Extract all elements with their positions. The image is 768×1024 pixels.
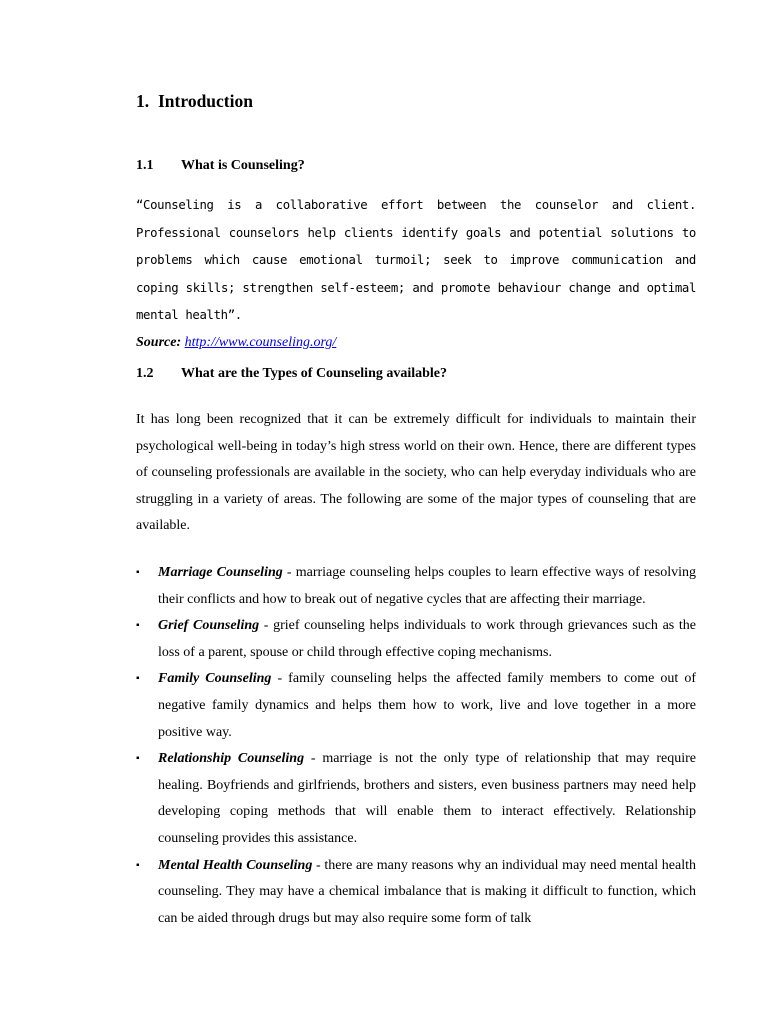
source-link[interactable]: http://www.counseling.org/ — [184, 334, 337, 350]
section-title: Introduction — [158, 91, 253, 111]
definition-quote: “Counseling is a collaborative effort between the counselor and client. Professional counselors help clients identify goals and potential solutions to problems which cause emotional turmoil; seek to improve communication and coping skills; strengthen self-esteem; and promote behaviour change and optimal mental health”. — [136, 198, 696, 323]
source-label: Source: — [136, 334, 182, 350]
subsection-number: 1.1 — [136, 158, 154, 173]
list-item-text: - there are many reasons why an individual may need mental health counseling. They may have a chemical imbalance that is making it difficult to function, which can be aided through drugs but may also require some form of talk — [158, 857, 696, 926]
list-item-family — [136, 666, 696, 746]
list-item-term: Mental Health Counseling — [158, 857, 313, 873]
list-item-marriage — [136, 560, 696, 613]
bullet-icon: ▪ — [136, 673, 140, 685]
subsection-title: What is Counseling? — [181, 158, 305, 173]
bullet-icon: ▪ — [136, 859, 140, 871]
section-heading — [136, 91, 253, 112]
subsection-heading-1-2 — [136, 366, 447, 382]
list-item-term: Family Counseling — [158, 671, 272, 687]
list-item-term: Relationship Counseling — [158, 751, 305, 767]
bullet-icon: ▪ — [136, 753, 140, 765]
list-item-term: Marriage Counseling — [158, 565, 283, 580]
subsection-number: 1.2 — [136, 366, 154, 381]
list-item-text: - marriage counseling helps couples to learn effective ways of resolving their conflicts and how to break out of negative cycles that are affecting their marriage. — [158, 565, 696, 607]
subsection-heading-1-1 — [136, 158, 305, 174]
list-item-term: Grief Counseling — [158, 618, 260, 634]
subsection-title: What are the Types of Counseling available? — [181, 366, 448, 381]
list-item-text: - grief counseling helps individuals to work through grievances such as the loss of a parent, spouse or child through effective coping mechanisms. — [158, 618, 697, 660]
list-item-text: - family counseling helps the affected family members to come out of negative family dynamics and helps them how to work, live and love together in a more positive way. — [158, 671, 696, 740]
intro-paragraph: It has long been recognized that it can be extremely difficult for individuals to maintain their psychological well-being in today’s high stress world on their own. Hence, there are different types of counseling professionals are available in the society, who can help everyday individuals who are struggling in a variety of areas. The following are some of the major types of counseling that are available. — [136, 412, 696, 534]
list-item-mental-health — [136, 853, 696, 933]
bullet-icon: ▪ — [136, 620, 140, 632]
list-item-relationship — [136, 746, 696, 852]
section-number: 1. — [136, 91, 150, 111]
bullet-icon: ▪ — [136, 567, 140, 578]
definition-paragraph — [136, 192, 696, 357]
counseling-types-list — [136, 560, 696, 932]
list-item-text: - marriage is not the only type of relationship that may require healing. Boyfriends and girlfriends, brothers and sisters, even business partners may need help developing coping methods that will enable them to interact effectively. Relationship counseling provides this assistance. — [158, 751, 696, 846]
list-item-grief — [136, 613, 696, 666]
